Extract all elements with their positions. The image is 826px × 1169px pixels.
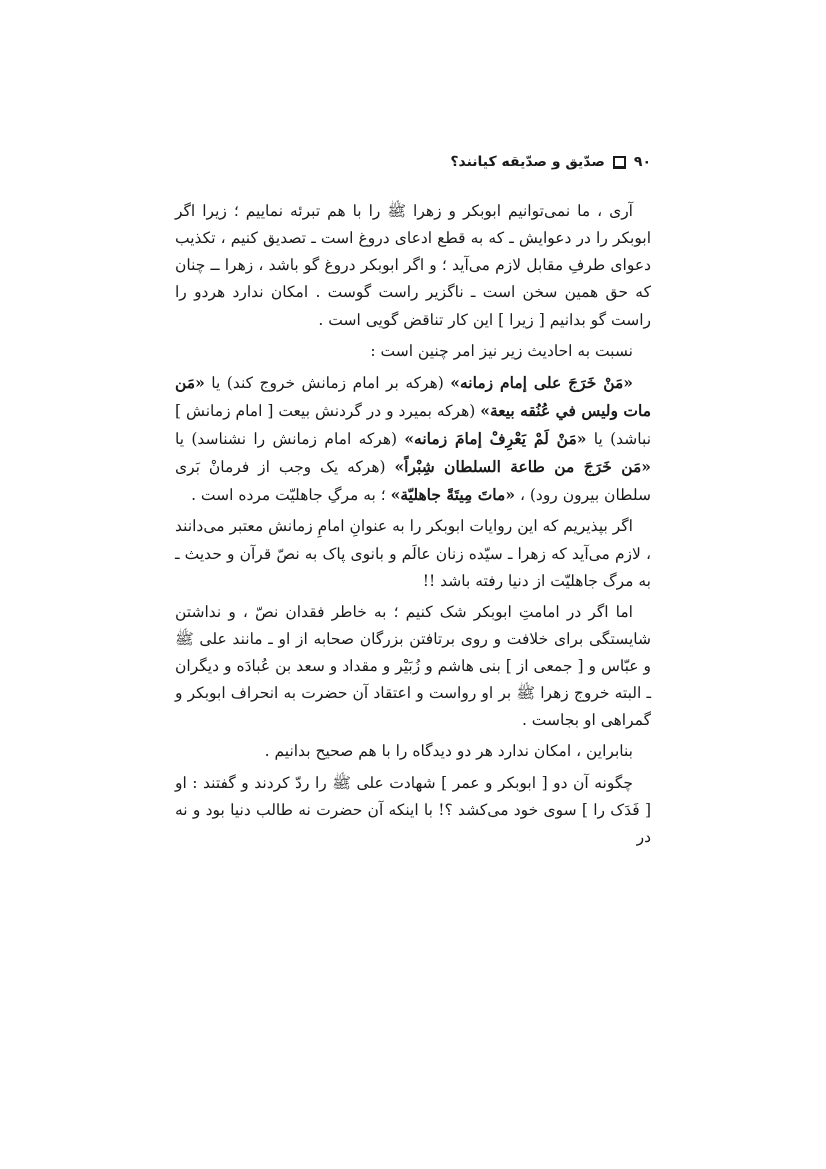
square-bullet-icon bbox=[613, 156, 626, 169]
hadith-translation-4: (هرکه یک وجب از فرمانْ بَری سلطان بیرون رود) ، bbox=[175, 458, 651, 505]
hadith-translation-3: (هرکه امام زمانش را نشناسد) یا bbox=[175, 430, 405, 448]
hadith-translation-5: ؛ به مرگِ جاهلیّت مرده است . bbox=[191, 486, 391, 505]
page-number: ۹۰ bbox=[633, 154, 651, 170]
hadith-quote-5: «ماتَ مِيتَةً جاهليّة» bbox=[390, 485, 516, 505]
paragraph-1: آری ، ما نمی‌توانیم ابوبکر و زهرا ﷺ را با هم تبرئه نماییم ؛ زیرا اگر ابوبکر را در دعوایش ـ که به قطع ادعای دروغ است ـ تصدیق کنیم ، تکذیب دعوای طرفِ مقابل لازم می‌آید ؛ و اگر ابوبکر دروغ گو باشد ، زهرا ــ چنان که حق همین سخن است ـ ناگزیر راست گوست . امکان ندارد هردو را راست گو بدانیم [ زیرا ] این کار تناقض گویی است . bbox=[175, 202, 651, 329]
hadith-quote-4: «مَن خَرَجَ من طاعة السلطان شِبْراً» bbox=[394, 457, 651, 477]
hadith-quote-3: «مَنْ لَمْ يَعْرِفْ إمامَ زمانه» bbox=[404, 429, 587, 448]
hadith-translation-1: (هرکه بر امام زمانش خروج کند) یا bbox=[204, 373, 451, 392]
paragraph-5: اما اگر در امامتِ ابوبکر شک کنیم ؛ به خاطر فقدان نصّ ، و نداشتن شایستگی برای خلافت و روی برتافتن بزرگان صحابه از او ـ مانند علی ﷺ و عبّاس و [ جمعی از ] بنی هاشم و زُبَیْر و مقداد و سعد بن عُبادَه و دیگران ـ البته خروج زهرا ﷺ بر او رواست و اعتقاد آن حضرت به انحراف ابوبکر و گمراهی او بجاست . bbox=[175, 602, 651, 730]
hadith-quote-2: «مَن مات وليس في عُنُقه بيعة» bbox=[175, 372, 651, 420]
paragraph-2: نسبت به احادیث زیر نیز امر چنین است : bbox=[370, 341, 633, 360]
page-header bbox=[175, 150, 651, 174]
paragraph-6: بنابراین ، امکان ندارد هر دو دیدگاه را با هم صحیح بدانیم . bbox=[264, 742, 633, 761]
hadith-quote-1: «مَنْ خَرَجَ علی إمام زمانه» bbox=[450, 372, 633, 392]
body-text bbox=[175, 198, 651, 855]
running-title: صدّیق و صدّیقه کیانند؟ bbox=[450, 154, 605, 170]
paragraph-3 bbox=[175, 369, 651, 510]
hadith-translation-2: (هرکه بمیرد و در گردنش بیعت [ امام زمانش ] نباشد) یا bbox=[175, 401, 652, 448]
paragraph-4: اگر بپذیریم که این روایات ابوبکر را به عنوانِ امامِ زمانش معتبر می‌دانند ، لازم می‌آید که زهرا ـ سیّده زنان عالَم و بانوی پاک به نصّ قرآن و حدیث ـ به مرگ جاهلیّت از دنیا رفته باشد !! bbox=[175, 517, 651, 590]
paragraph-7: چگونه آن دو [ ابوبکر و عمر ] شهادت علی ﷺ را ردّ کردند و گفتند : او [ فَدَک را ] سوی خود می‌کشد ؟! با اینکه آن حضرت نه طالب دنیا بود و نه در bbox=[175, 773, 651, 846]
